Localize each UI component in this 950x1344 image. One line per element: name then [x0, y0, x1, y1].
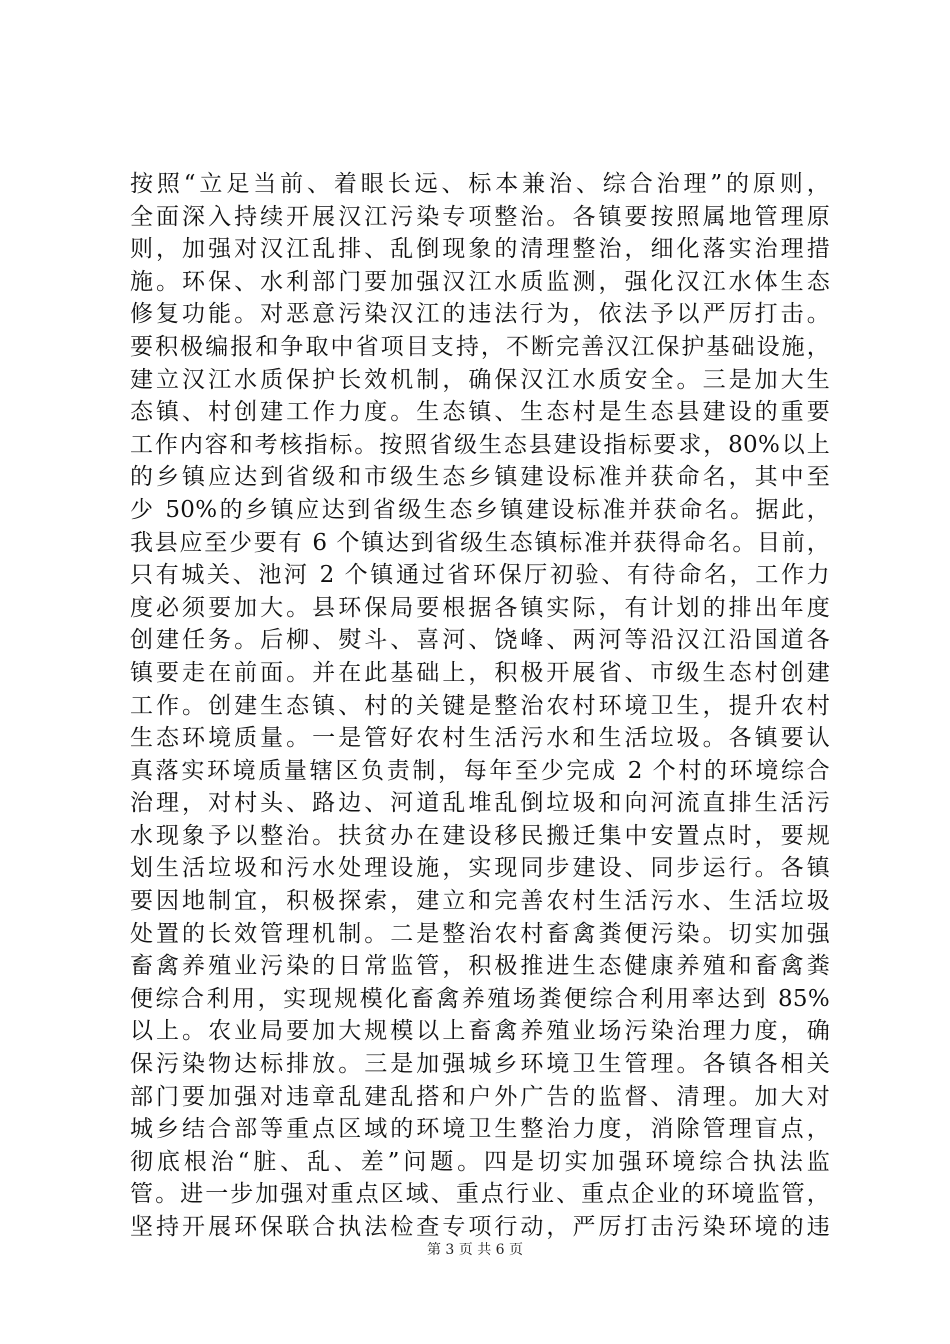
text-line: 只有城关、池河 2 个镇通过省环保厅初验、有待命名，工作力 — [130, 562, 830, 589]
text-line: 城乡结合部等重点区域的环境卫生整治力度，消除管理盲点， — [130, 1116, 830, 1143]
text-line: 保污染物达标排放。三是加强城乡环境卫生管理。各镇各相关 — [130, 1051, 830, 1078]
text-line: 便综合利用，实现规模化畜禽养殖场粪便综合利用率达到 85% — [130, 985, 830, 1012]
text-line: 度必须要加大。县环保局要根据各镇实际，有计划的排出年度 — [130, 594, 830, 621]
text-line: 部门要加强对违章乱建乱搭和户外广告的监督、清理。加大对 — [130, 1083, 830, 1110]
text-line: 态镇、村创建工作力度。生态镇、生态村是生态县建设的重要 — [130, 399, 830, 426]
text-line: 以上。农业局要加大规模以上畜禽养殖业场污染治理力度，确 — [130, 1018, 830, 1045]
text-line: 水现象予以整治。扶贫办在建设移民搬迁集中安置点时，要规 — [130, 822, 830, 849]
text-line: 修复功能。对恶意污染汉江的违法行为，依法予以严厉打击。 — [130, 301, 830, 328]
text-line: 创建任务。后柳、熨斗、喜河、饶峰、两河等沿汉江沿国道各 — [130, 627, 830, 654]
text-line: 工作。创建生态镇、村的关键是整治农村环境卫生，提升农村 — [130, 692, 830, 719]
text-line: 划生活垃圾和污水处理设施，实现同步建设、同步运行。各镇 — [130, 855, 830, 882]
text-line: 要因地制宜，积极探索，建立和完善农村生活污水、生活垃圾 — [130, 888, 830, 915]
text-line: 处置的长效管理机制。二是整治农村畜禽粪便污染。切实加强 — [130, 920, 830, 947]
text-line: 施。环保、水利部门要加强汉江水质监测，强化汉江水体生态 — [130, 268, 830, 295]
text-line: 我县应至少要有 6 个镇达到省级生态镇标准并获得命名。目前， — [130, 529, 830, 556]
text-line: 全面深入持续开展汉江污染专项整治。各镇要按照属地管理原 — [130, 203, 830, 230]
text-line: 管。进一步加强对重点区域、重点行业、重点企业的环境监管， — [130, 1181, 830, 1208]
text-line: 按照“立足当前、着眼长远、标本兼治、综合治理”的原则， — [130, 171, 830, 197]
text-line: 坚持开展环保联合执法检查专项行动，严厉打击污染环境的违 — [130, 1214, 830, 1240]
text-line: 少 50%的乡镇应达到省级生态乡镇建设标准并获命名。据此， — [130, 496, 830, 523]
text-line: 镇要走在前面。并在此基础上，积极开展省、市级生态村创建 — [130, 659, 830, 686]
text-line: 真落实环境质量辖区负责制，每年至少完成 2 个村的环境综合 — [130, 757, 830, 784]
text-line: 彻底根治“脏、乱、差”问题。四是切实加强环境综合执法监 — [130, 1148, 830, 1175]
text-line: 要积极编报和争取中省项目支持，不断完善汉江保护基础设施， — [130, 333, 830, 360]
text-line: 生态环境质量。一是管好农村生活污水和生活垃圾。各镇要认 — [130, 725, 830, 752]
body-text — [130, 168, 830, 1244]
page-number-footer: 第 3 页 共 6 页 — [426, 1242, 524, 1258]
text-line: 治理，对村头、路边、河道乱堆乱倒垃圾和向河流直排生活污 — [130, 790, 830, 817]
text-line: 的乡镇应达到省级和市级生态乡镇建设标准并获命名，其中至 — [130, 464, 830, 491]
text-line: 则，加强对汉江乱排、乱倒现象的清理整治，细化落实治理措 — [130, 236, 830, 263]
text-line: 工作内容和考核指标。按照省级生态县建设指标要求，80%以上 — [130, 431, 830, 458]
text-line: 建立汉江水质保护长效机制，确保汉江水质安全。三是加大生 — [130, 366, 830, 393]
text-line: 畜禽养殖业污染的日常监管，积极推进生态健康养殖和畜禽粪 — [130, 953, 830, 980]
